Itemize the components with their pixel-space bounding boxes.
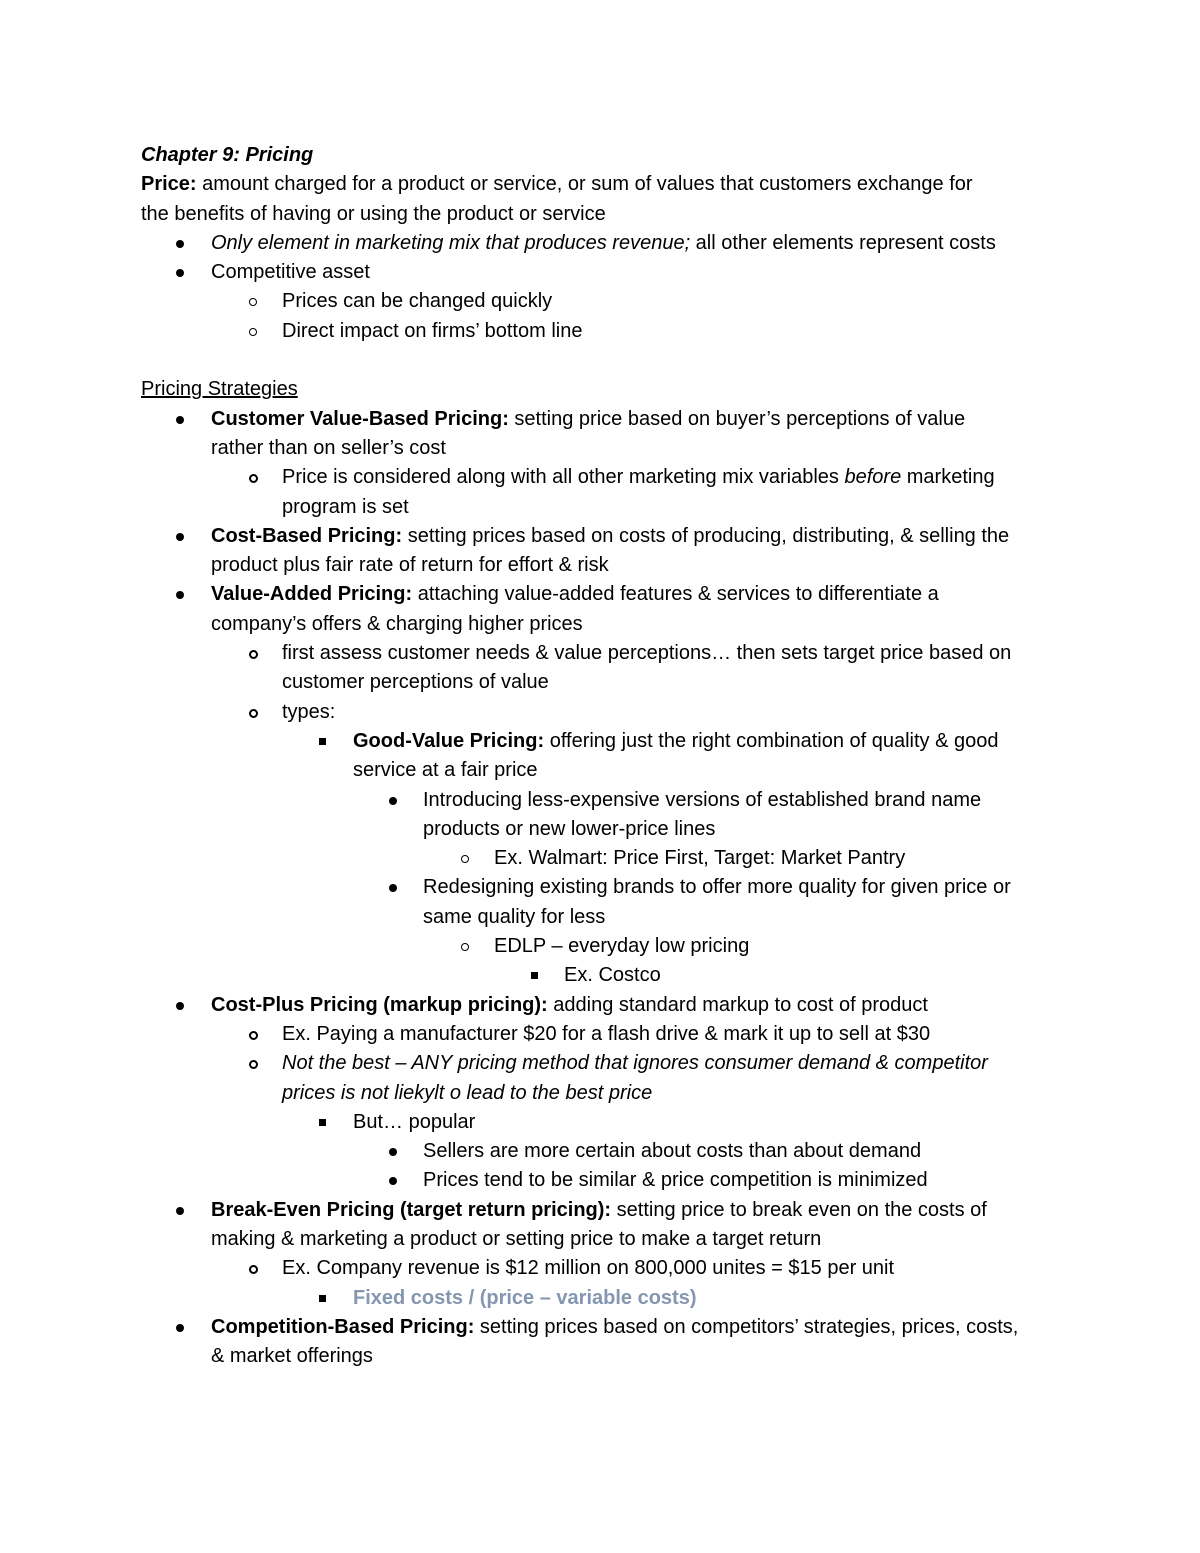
- bullet-icon: [389, 1177, 397, 1185]
- list-item: [141, 639, 1071, 698]
- cvbp-sub-text: Price is considered along with all other marketing mix variables: [282, 466, 845, 489]
- list-item: [141, 229, 1071, 258]
- list-item: [141, 1020, 1071, 1049]
- bullet-icon: [389, 1148, 397, 1156]
- revenue-italic: Only element in marketing mix that produces revenue;: [211, 231, 691, 254]
- cbp-text-cont: product plus fair rate of return for effort & risk: [211, 554, 609, 577]
- circle-bullet-icon: [249, 1265, 258, 1274]
- bep-text: setting price to break even on the costs of: [611, 1198, 987, 1221]
- list-item: [141, 786, 1071, 845]
- cvbp-sub-cont: program is set: [282, 495, 409, 518]
- cpp-popular-reason2: Prices tend to be similar & price competition is minimized: [423, 1169, 928, 1192]
- vap-text: attaching value-added features & services to differentiate a: [412, 583, 939, 606]
- square-bullet-icon: [319, 738, 326, 745]
- cpp-popular-reason1: Sellers are more certain about costs than about demand: [423, 1140, 922, 1163]
- compbp-text-cont: & market offerings: [211, 1345, 373, 1368]
- circle-bullet-icon: [461, 855, 469, 863]
- list-item: [141, 1254, 1071, 1283]
- cpp-popular: But… popular: [353, 1110, 476, 1133]
- cvbp-sub-italic: before: [844, 466, 902, 489]
- price-definition-text: amount charged for a product or service, or sum of values that customers exchange for: [196, 173, 973, 196]
- vap-types: types:: [282, 700, 336, 723]
- bullet-icon: [176, 1002, 184, 1010]
- vap-text-cont: company’s offers & charging higher prices: [211, 612, 583, 635]
- list-item: [141, 1196, 1071, 1255]
- cpp-not-best: Not the best – ANY pricing method that ignores consumer demand & competitor: [282, 1052, 988, 1075]
- list-item: [141, 522, 1071, 581]
- list-item: [141, 844, 1071, 873]
- cbp-term: Cost-Based Pricing:: [211, 524, 403, 547]
- list-item: [141, 961, 1071, 990]
- cvbp-text-cont: rather than on seller’s cost: [211, 436, 446, 459]
- circle-bullet-icon: [249, 1031, 258, 1040]
- list-item: [141, 873, 1071, 932]
- gvp-point1-example: Ex. Walmart: Price First, Target: Market Pantry: [494, 847, 906, 870]
- list-item: [141, 698, 1071, 727]
- cpp-text: adding standard markup to cost of product: [547, 993, 928, 1016]
- bullet-icon: [176, 591, 184, 599]
- square-bullet-icon: [531, 972, 538, 979]
- edlp-example: Ex. Costco: [564, 964, 661, 987]
- gvp-term: Good-Value Pricing:: [353, 729, 545, 752]
- list-item: [141, 1284, 1071, 1313]
- cpp-term: Cost-Plus Pricing (markup pricing):: [211, 993, 548, 1016]
- circle-bullet-icon: [249, 650, 258, 659]
- circle-bullet-icon: [249, 709, 258, 718]
- bottom-line-impact: Direct impact on firms’ bottom line: [282, 319, 583, 342]
- square-bullet-icon: [319, 1119, 326, 1126]
- bullet-icon: [176, 416, 184, 424]
- cvbp-term: Customer Value-Based Pricing:: [211, 407, 509, 430]
- circle-bullet-icon: [249, 474, 258, 483]
- circle-bullet-icon: [249, 328, 257, 336]
- bullet-icon: [176, 533, 184, 541]
- circle-bullet-icon: [249, 1060, 258, 1069]
- list-item: [141, 1108, 1071, 1137]
- list-item: [141, 727, 1071, 786]
- bep-example: Ex. Company revenue is $12 million on 800,000 unites = $15 per unit: [282, 1257, 895, 1280]
- circle-bullet-icon: [249, 298, 257, 306]
- price-definition-cont: the benefits of having or using the product or service: [141, 202, 606, 225]
- price-term: Price:: [141, 173, 197, 196]
- gvp-text-cont: service at a fair price: [353, 759, 538, 782]
- competitive-asset: Competitive asset: [211, 261, 370, 284]
- price-definition: [141, 170, 1071, 199]
- square-bullet-icon: [319, 1295, 326, 1302]
- list-item: [141, 932, 1071, 961]
- cpp-not-best-cont: prices is not liekylt o lead to the best price: [282, 1081, 653, 1104]
- bep-formula: Fixed costs / (price – variable costs): [353, 1286, 697, 1309]
- document-page: [141, 141, 1071, 1371]
- gvp-point2: Redesigning existing brands to offer more quality for given price or: [423, 876, 1011, 899]
- bullet-icon: [176, 240, 184, 248]
- cvbp-text: setting price based on buyer’s perceptions of value: [508, 407, 966, 430]
- list-item: [141, 258, 1071, 287]
- list-item: [141, 405, 1071, 464]
- prices-changed-quickly: Prices can be changed quickly: [282, 290, 553, 313]
- bullet-icon: [389, 797, 397, 805]
- bep-text-cont: making & marketing a product or setting price to make a target return: [211, 1227, 822, 1250]
- list-item: [141, 580, 1071, 639]
- list-item: [141, 463, 1071, 522]
- cpp-example: Ex. Paying a manufacturer $20 for a flash drive & mark it up to sell at $30: [282, 1022, 931, 1045]
- vap-term: Value-Added Pricing:: [211, 583, 413, 606]
- gvp-text: offering just the right combination of quality & good: [544, 729, 999, 752]
- list-item: [141, 1137, 1071, 1166]
- cvbp-sub-text-b: marketing: [901, 466, 995, 489]
- list-item: [141, 1166, 1071, 1195]
- bullet-icon: [176, 1324, 184, 1332]
- list-item: [141, 287, 1071, 316]
- list-item: [141, 1049, 1071, 1108]
- revenue-rest: all other elements represent costs: [690, 231, 996, 254]
- cbp-text: setting prices based on costs of producing, distributing, & selling the: [402, 524, 1010, 547]
- list-item: [141, 317, 1071, 346]
- compbp-term: Competition-Based Pricing:: [211, 1315, 475, 1338]
- gvp-point2-cont: same quality for less: [423, 905, 606, 928]
- vap-sub1: first assess customer needs & value perceptions… then sets target price based on: [282, 642, 1012, 665]
- chapter-title: Chapter 9: Pricing: [141, 144, 314, 166]
- list-item: [141, 1313, 1071, 1372]
- circle-bullet-icon: [461, 943, 469, 951]
- vap-sub1-cont: customer perceptions of value: [282, 671, 549, 694]
- compbp-text: setting prices based on competitors’ strategies, prices, costs,: [474, 1315, 1019, 1338]
- edlp: EDLP – everyday low pricing: [494, 935, 750, 958]
- list-item: [141, 991, 1071, 1020]
- bullet-icon: [176, 269, 184, 277]
- gvp-point1-cont: products or new lower-price lines: [423, 817, 716, 840]
- bep-term: Break-Even Pricing (target return pricing):: [211, 1198, 612, 1221]
- bullet-icon: [176, 1207, 184, 1215]
- bullet-icon: [389, 884, 397, 892]
- pricing-strategies-heading: Pricing Strategies: [141, 378, 298, 401]
- gvp-point1: Introducing less-expensive versions of established brand name: [423, 788, 982, 811]
